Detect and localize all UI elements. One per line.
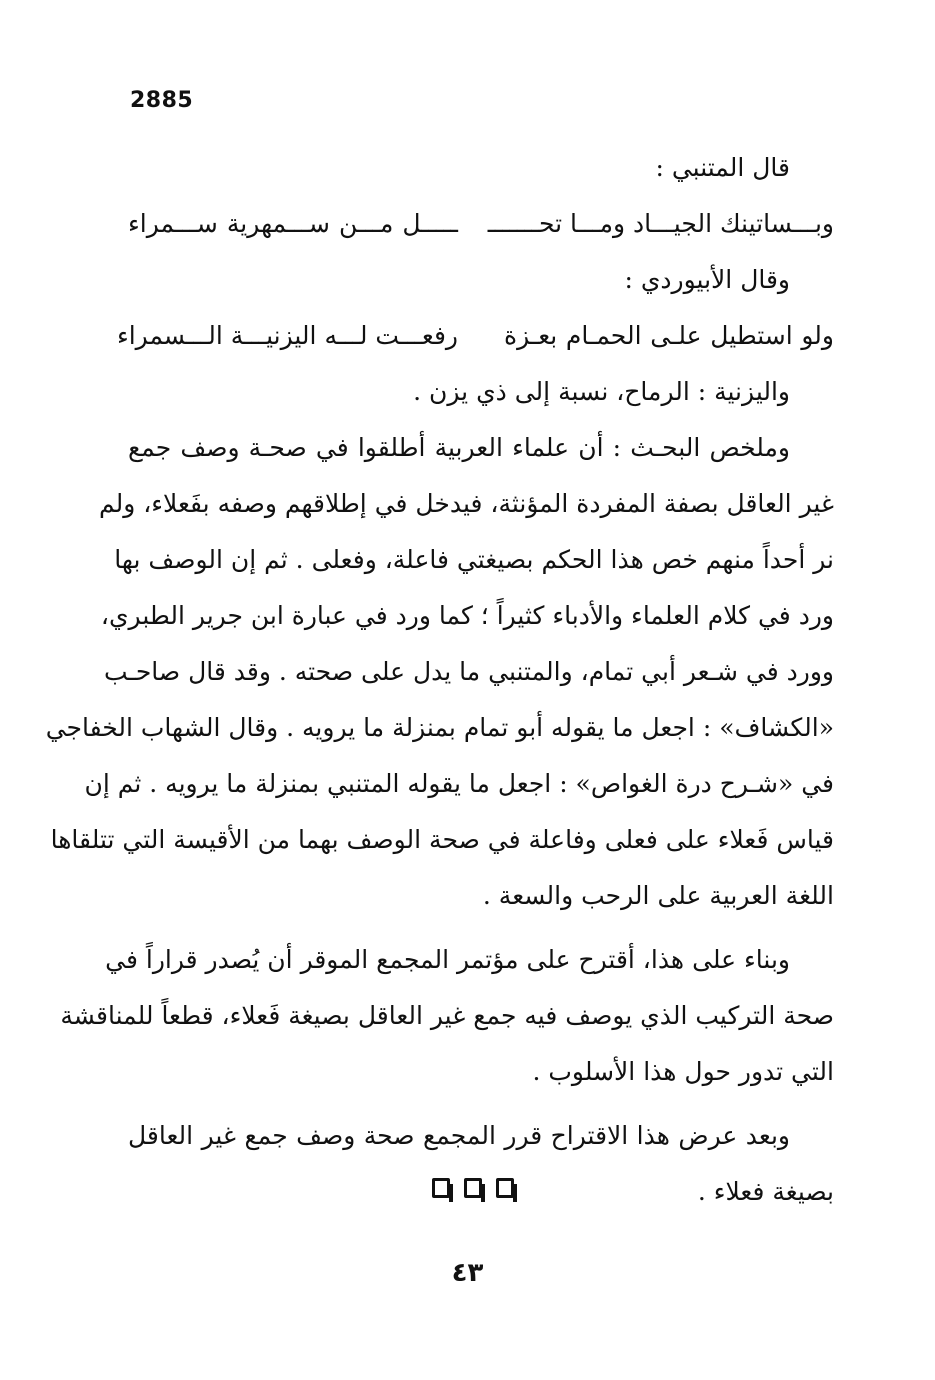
page-body bbox=[45, 140, 834, 1228]
verse bbox=[116, 308, 834, 364]
paragraph-line: غير العاقل بصفة المفردة المؤنثة، فيدخل في إطلاقهم وصفه بفَعلاء، ولم bbox=[98, 489, 834, 518]
paragraph-line: وورد في شـعر أبي تمام، والمتنبي ما يدل على صحته . وقد قال صاحـب bbox=[103, 657, 834, 686]
paragraph-line: اللغة العربية على الرحب والسعة . bbox=[482, 881, 834, 910]
page-id: 2885 bbox=[130, 88, 194, 113]
paragraph-line: وبعد عرض هذا الاقتراح قرر المجمع صحة وصف جمع غير العاقل bbox=[128, 1121, 790, 1150]
proposal-paragraph bbox=[60, 932, 834, 1100]
verse-second-hemistich: رفعـــت لـــه اليزنيـــة الـــسمراء bbox=[116, 321, 458, 350]
paragraph-line: ورد في كلام العلماء والأدباء كثيراً ؛ كما ورد في عبارة ابن جرير الطبري، bbox=[100, 601, 834, 630]
verse-first-hemistich: ولو استطيل علـى الحمـام بعـزة bbox=[504, 321, 834, 350]
decision-paragraph bbox=[128, 1108, 834, 1220]
paragraph-line: بصيغة فعلاء . bbox=[697, 1177, 834, 1206]
verse-second-hemistich: ـــــل مـــن ســـمهرية ســـمراء bbox=[128, 209, 458, 238]
intro-line: قال المتنبي : bbox=[655, 153, 790, 182]
intro-line: وقال الأبيوردي : bbox=[624, 265, 790, 294]
summary-paragraph bbox=[45, 420, 834, 924]
paragraph-line: وبناء على هذا، أقترح على مؤتمر المجمع الموقر أن يُصدر قراراً في bbox=[105, 945, 790, 974]
paragraph-line: في «شـرح درة الغواص» : اجعل ما يقوله المتنبي بمنزلة ما يرويه . ثم إن bbox=[84, 769, 834, 798]
verse bbox=[128, 196, 834, 252]
paragraph-line: التي تدور حول هذا الأسلوب . bbox=[532, 1057, 834, 1086]
paragraph-line: «الكشاف» : اجعل ما يقوله أبو تمام بمنزلة ما يرويه . وقال الشهاب الخفاجي bbox=[45, 713, 834, 742]
square-icon bbox=[432, 1178, 450, 1198]
paragraph-line: قياس فَعلاء على فعلى وفاعلة في صحة الوصف بهما من الأقيسة التي تتلقاها bbox=[50, 825, 834, 854]
paragraph-line: صحة التركيب الذي يوصف فيه جمع غير العاقل بصيغة فَعلاء، قطعاً للمناقشة bbox=[60, 1001, 834, 1030]
section-end-ornament-icon bbox=[432, 1178, 514, 1198]
page-number: ٤٣ bbox=[451, 1258, 484, 1288]
square-icon bbox=[464, 1178, 482, 1198]
paragraph-line: نر أحداً منهم خص هذا الحكم بصيغتي فاعلة، وفعلى . ثم إن الوصف بها bbox=[114, 545, 834, 574]
square-icon bbox=[496, 1178, 514, 1198]
gloss-line: واليزنية : الرماح، نسبة إلى ذي يزن . bbox=[413, 377, 790, 406]
paragraph-line: وملخص البحـث : أن علماء العربية أطلقوا في صحـة وصف جمع bbox=[128, 433, 790, 462]
verse-first-hemistich: وبـــساتينك الجيـــاد ومـــا تحـــــــ bbox=[487, 209, 834, 238]
